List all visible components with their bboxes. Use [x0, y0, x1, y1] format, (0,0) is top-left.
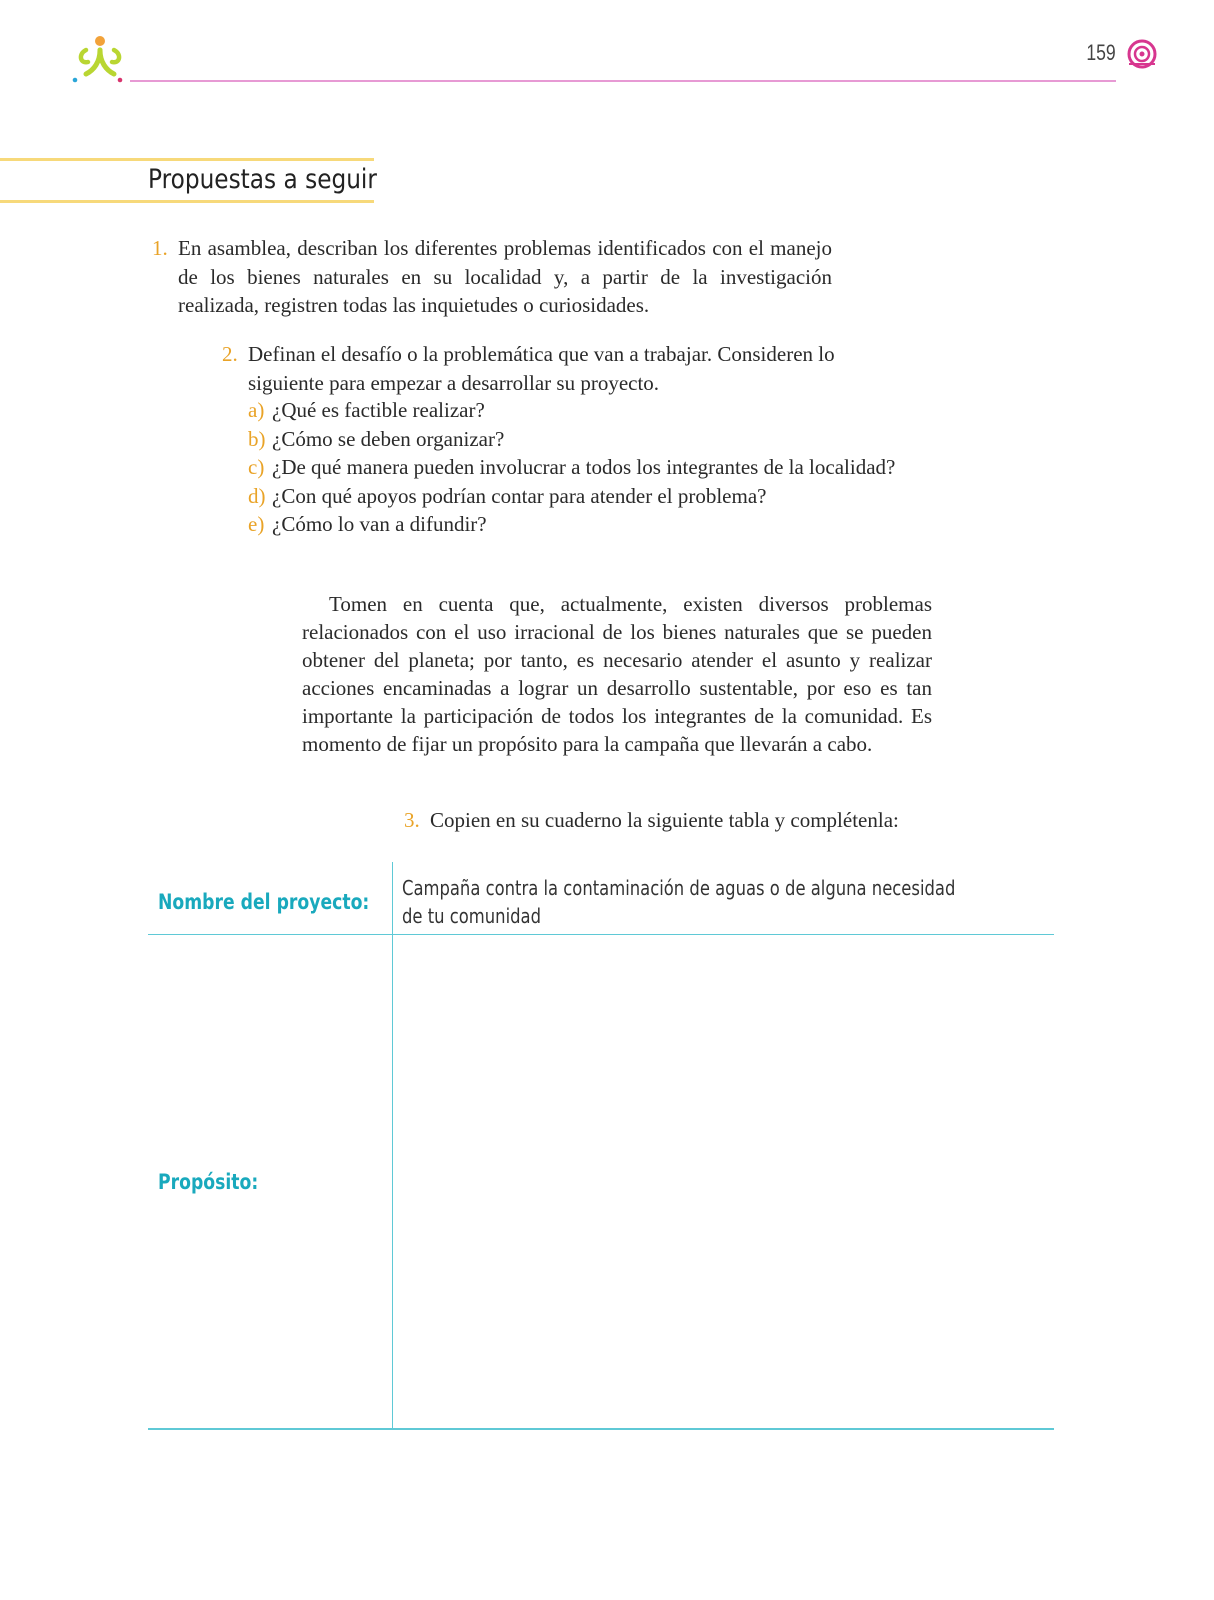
question-letter: b): [248, 426, 266, 451]
question-item: [248, 425, 908, 454]
item-number: 1.: [152, 236, 168, 260]
item-text: En asamblea, describan los diferentes problemas identificados con el manejo de los bienes naturales en su localidad y, a partir de la investigación realizada, registren todas las inquietudes o curiosidades.: [178, 236, 832, 318]
question-letter: d): [248, 483, 266, 508]
question-list: [248, 396, 908, 539]
title-rule-top: [0, 158, 374, 161]
section-title: Propuestas a seguir: [148, 164, 377, 195]
project-name-label: Nombre del proyecto:: [158, 890, 370, 914]
question-item: [248, 453, 908, 482]
question-text: ¿Cómo se deben organizar?: [272, 426, 505, 451]
project-name-value-line: de tu comunidad: [402, 903, 542, 928]
question-letter: a): [248, 398, 265, 422]
table-bottom-rule: [148, 1428, 1054, 1430]
question-letter: c): [248, 455, 265, 480]
item-number: 2.: [222, 342, 238, 366]
title-rule-bottom: [0, 200, 374, 203]
question-item: [248, 396, 908, 425]
project-name-value-line: Campaña contra la contaminación de aguas o de alguna necesidad: [402, 876, 956, 900]
question-text: ¿Cómo lo van a difundir?: [272, 512, 487, 537]
item-text: Definan el desafío o la problemática que van a trabajar. Consideren lo siguiente para empezar a desarrollar su proyecto.: [248, 342, 835, 395]
sprout-figure-icon: [72, 34, 128, 86]
table-column-divider: [392, 862, 393, 1428]
question-item: [248, 482, 908, 511]
page-number: 159: [1086, 40, 1116, 65]
table-row-divider: [148, 934, 1054, 935]
instruction-item-2: [222, 340, 902, 397]
context-paragraph: Tomen en cuenta que, actualmente, existen diversos problemas relacionados con el uso irracional de los bienes naturales que se pueden obtener del planeta; por tanto, es necesario atender el asunto y realizar acciones encaminadas a lograr un desarrollo sustentable, por eso es tan importante la participación de todos los integrantes de la comunidad. Es momento de fijar un propósito para la campaña que llevarán a cabo.: [302, 592, 932, 756]
question-item: [248, 510, 908, 539]
item-text: Copien en su cuaderno la siguiente tabla y complétenla:: [430, 808, 899, 832]
instruction-item-1: [152, 234, 832, 320]
question-text: ¿De qué manera pueden involucrar a todos los integrantes de la localidad?: [272, 455, 896, 480]
question-letter: e): [248, 512, 265, 537]
question-text: ¿Qué es factible realizar?: [272, 398, 485, 422]
question-text: ¿Con qué apoyos podrían contar para atender el problema?: [272, 483, 767, 508]
header-rule: [130, 80, 1116, 82]
item-number: 3.: [404, 808, 420, 832]
instruction-item-3: [404, 806, 1004, 835]
flower-ornament-icon: [1126, 38, 1158, 70]
project-name-value: [402, 875, 956, 930]
purpose-label: Propósito:: [158, 1170, 259, 1194]
